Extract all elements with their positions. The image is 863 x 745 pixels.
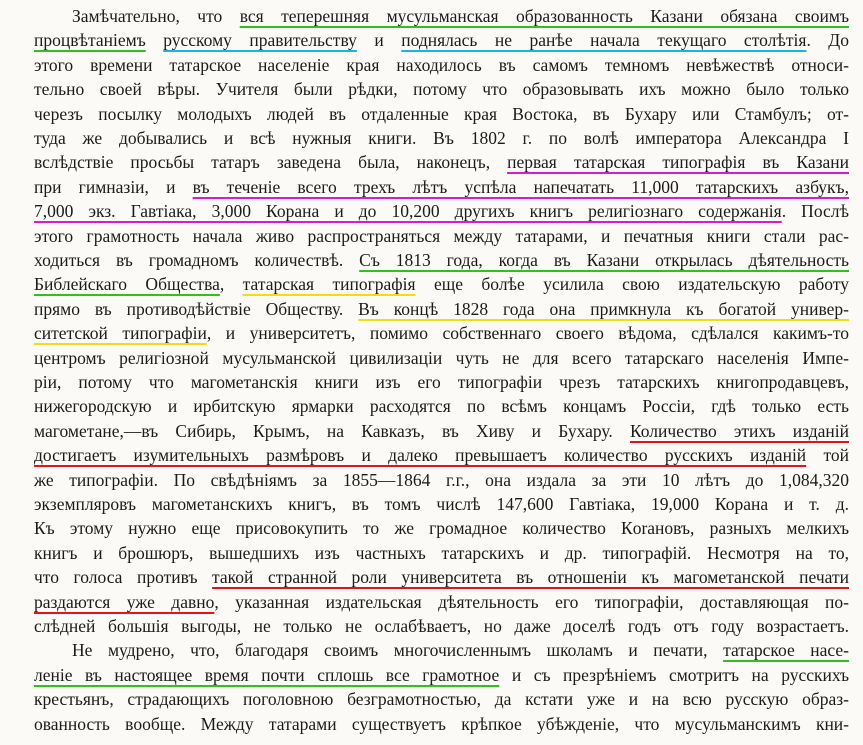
text-line — [34, 370, 849, 395]
text-segment: же типографіи. По свѣдѣніямъ за 1855—1864 г.г., она издала за эти 10 лѣтъ до 1,084,320 — [34, 469, 849, 490]
text-segment: книгъ и брошюръ, вышедшихъ изъ частныхъ татарскихъ и др. типографій. Несмотря на то, — [34, 542, 849, 563]
text-segment: той — [806, 445, 849, 466]
text-line — [34, 541, 849, 566]
highlighted-phrase: первая татарская типографія въ Казани — [507, 152, 849, 173]
text-line — [34, 175, 849, 200]
text-segment: ованность вообще. Между татарами существуетъ крѣпкое убѣжденіе, что мусульманскимъ кни- — [34, 713, 849, 734]
text-line — [34, 199, 849, 224]
text-line — [34, 590, 849, 615]
highlighted-phrase: Количество этихъ изданій — [629, 420, 849, 441]
text-line — [34, 712, 849, 737]
text-line — [34, 53, 849, 78]
text-line — [34, 687, 849, 712]
text-line — [34, 565, 849, 590]
text-segment — [146, 30, 164, 50]
text-segment: крестьянъ, страдающихъ поголовною безграмотностью, да кстати уже и на всю русскую образ- — [34, 689, 849, 710]
highlighted-phrase: леніе въ настоящее время почти сплошь все грамотное — [34, 664, 500, 685]
text-segment: и съ презрѣніемъ смотритъ на русскихъ — [499, 664, 849, 685]
text-segment: этого времени татарское населеніе края находилось въ самомъ темномъ невѣжествѣ относи- — [34, 54, 849, 75]
text-line — [72, 4, 849, 29]
text-line — [34, 419, 849, 444]
highlighted-phrase: русскому правительству — [163, 30, 357, 51]
highlighted-phrase: въ теченіе всего трехъ лѣтъ успѣла напечатать 11,000 татарскихъ азбукъ, — [192, 176, 849, 197]
text-segment: экземпляровъ магометанскихъ книгъ, въ томъ числѣ 147,600 Гавтіака, 19,000 Корана и т. д. — [34, 494, 849, 514]
text-segment: ходиться въ громадномъ количествѣ. — [34, 250, 360, 270]
highlighted-phrase: вся теперешняя мусульманская образованность Казани обязана своимъ — [239, 6, 849, 26]
text-segment: этого грамотность начала живо распространяться между татарами, и печатныя книги стали рас- — [34, 225, 849, 246]
text-segment: вслѣдствіе просьбы татаръ заведена была, наконецъ, — [34, 152, 508, 173]
text-line — [34, 394, 849, 419]
highlighted-phrase: 7,000 экз. Гавтіака, 3,000 Корана и до 10,200 другихъ книгъ религіознаго содержанія — [34, 201, 782, 222]
text-line — [34, 468, 849, 493]
text-line — [34, 663, 849, 688]
text-line — [34, 150, 849, 175]
text-segment: и — [356, 30, 402, 51]
text-segment: Замѣчательно, что — [72, 6, 240, 26]
text-line — [34, 28, 849, 53]
highlighted-phrase: процвѣтаніемъ — [34, 30, 146, 51]
text-segment: Къ этому нужно еще присовокупить то же громадное количество Кorановъ, разныхъ мелкихъ — [34, 518, 849, 539]
text-segment: что голоса противъ — [34, 567, 213, 588]
text-line — [34, 224, 849, 249]
highlighted-phrase: Въ концѣ 1828 года она примкнула къ богатой универ- — [358, 298, 849, 319]
text-segment: . До — [806, 30, 849, 51]
highlighted-phrase: татарское насе- — [723, 640, 850, 661]
text-line — [34, 248, 849, 273]
text-line — [34, 346, 849, 371]
highlighted-phrase: раздаются уже давно — [34, 591, 215, 612]
text-segment: ріи, потому что магометанскія книги изъ его типографіи чрезъ татарскихъ книгопродавцевъ, — [34, 372, 849, 392]
text-segment: слѣдней большія выгоды, не только не ослабѣваетъ, но даже доселѣ годъ отъ году возрастаетъ. — [34, 616, 849, 636]
text-segment: магометане,—въ Сибирь, Крымъ, на Кавказъ, въ Хиву и Бухару. — [34, 420, 630, 441]
text-segment: нижегородскую и ирбитскую ярмарки расходятся по всѣмъ концамъ Россіи, гдѣ только есть — [34, 396, 849, 417]
text-line — [34, 492, 849, 517]
highlighted-phrase: Съ 1813 года, когда въ Казани открылась дѣятельность — [359, 250, 849, 270]
text-line — [34, 272, 849, 297]
text-segment: , и университетъ, помимо собственнаго своего вѣдома, сдѣлался какимъ-то — [206, 323, 850, 344]
text-line — [34, 614, 849, 639]
text-segment: туда же добывались и всѣ нужныя книги. Въ 1802 г. по волѣ императора Александра I — [34, 128, 849, 148]
text-line — [34, 102, 849, 127]
text-segment: . Послѣ — [781, 201, 850, 222]
text-segment: еще болѣе усилила свою издательскую работу — [415, 274, 849, 295]
text-segment: , — [219, 274, 243, 295]
text-segment: центромъ религіозной мусульманской цивилизаціи чуть не для всего татарскаго населенія Импе- — [34, 347, 849, 368]
text-segment: прямо въ противодѣйствіе Обществу. — [34, 298, 359, 319]
text-segment: при гимназіи, и — [34, 176, 193, 197]
text-line — [34, 77, 849, 102]
text-segment: Не мудрено, что, благодаря своимъ многочисленнымъ школамъ и печати, — [72, 640, 724, 661]
highlighted-phrase: достигаетъ изумительныхъ размѣровъ и далеко превышаетъ количество русскихъ изданій — [34, 445, 807, 466]
text-segment: , указанная издательская дѣятельность его типографіи, доставляющая по- — [214, 591, 849, 612]
highlighted-phrase: такой странной роли университета въ отношеніи къ магометанской печати — [212, 567, 849, 588]
highlighted-phrase: ситетской типографіи — [34, 323, 207, 344]
text-line — [34, 297, 849, 322]
text-segment: тельно своей вѣры. Учителя были рѣдки, потому что образовывать ихъ можно было только — [34, 79, 849, 100]
text-line — [34, 516, 849, 541]
text-line — [72, 638, 849, 663]
highlighted-phrase: Библейскаго Общества — [34, 274, 220, 295]
highlighted-phrase: татарская типографія — [242, 274, 416, 295]
text-line — [34, 321, 849, 346]
text-segment: черезъ посылку молодыхъ людей въ отдаленные края Востока, въ Бухару или Стамбулъ; от- — [34, 103, 849, 124]
text-line — [34, 126, 849, 151]
text-line — [34, 443, 849, 468]
highlighted-phrase: поднялась не ранѣе начала текущаго столѣтія — [401, 30, 807, 51]
